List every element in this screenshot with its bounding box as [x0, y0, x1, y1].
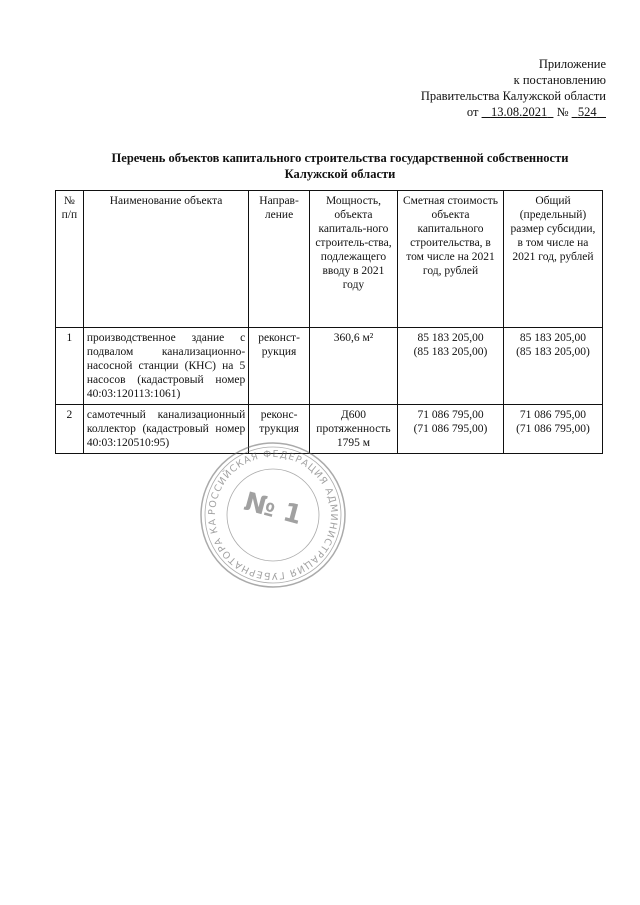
- object-subsidy: [503, 405, 602, 454]
- seal-ring-text: РОССИЙСКАЯ ФЕДЕРАЦИЯ АДМИНИСТРАЦИЯ ГУБЕРНАТОРА КА: [206, 448, 340, 582]
- document-title-line2: Калужской области: [284, 167, 396, 181]
- cost-total: 71 086 795,00: [417, 409, 484, 421]
- number-prefix: №: [556, 105, 569, 119]
- document-title-line1: Перечень объектов капитального строительства государственной собственности: [111, 151, 569, 165]
- subsidy-total: 85 183 205,00: [519, 332, 587, 344]
- appendix-label: Приложение: [538, 57, 606, 71]
- object-name: производственное здание с подвалом канализационно-насосной станции (КНС) на 5 насосов (кадастровый номер 40:03:120113:1061): [83, 328, 248, 405]
- resolution-date: 13.08.2021: [490, 105, 548, 119]
- row-number: 1: [56, 328, 84, 405]
- subsidy-2021: (85 183 205,00): [516, 346, 590, 358]
- objects-table: [55, 190, 603, 454]
- table-header-row: [56, 191, 603, 328]
- object-direction: реконс-трукция: [249, 405, 310, 454]
- appendix-date-line: [366, 104, 606, 120]
- object-direction: реконст-рукция: [249, 328, 310, 405]
- appendix-resolution-label: к постановлению: [513, 73, 606, 87]
- subsidy-2021: (71 086 795,00): [516, 423, 590, 435]
- subsidy-total: 71 086 795,00: [519, 409, 587, 421]
- table-row: [56, 328, 603, 405]
- resolution-number: 524: [577, 105, 597, 119]
- column-header-capacity: Мощность, объекта капиталь-ного строитель-ства, подлежащего вводу в 2021 году: [309, 191, 397, 328]
- column-header-name: Наименование объекта: [83, 191, 248, 328]
- object-estimated-cost: [398, 328, 504, 405]
- object-estimated-cost: [398, 405, 504, 454]
- object-capacity: Д600 протяженность 1795 м: [309, 405, 397, 454]
- column-header-direction: Направ-ление: [249, 191, 310, 328]
- column-header-subsidy: Общий (предельный) размер субсидии, в том числе на 2021 год, рублей: [503, 191, 602, 328]
- appendix-header: [366, 56, 606, 120]
- seal-number: № 1: [240, 486, 306, 532]
- cost-total: 85 183 205,00: [417, 332, 484, 344]
- column-header-estimated-cost: Сметная стоимость объекта капитального строительства, в том числе на 2021 год, рублей: [398, 191, 504, 328]
- column-header-number: № п/п: [56, 191, 84, 328]
- cost-2021: (85 183 205,00): [413, 346, 488, 358]
- object-name: самотечный канализационный коллектор (кадастровый номер 40:03:120510:95): [83, 405, 248, 454]
- document-title: [80, 150, 600, 182]
- date-prefix: от: [466, 105, 479, 119]
- row-number: 2: [56, 405, 84, 454]
- official-seal: [198, 440, 348, 590]
- object-capacity: 360,6 м²: [309, 328, 397, 405]
- object-subsidy: [503, 328, 602, 405]
- cost-2021: (71 086 795,00): [413, 423, 488, 435]
- appendix-government-label: Правительства Калужской области: [420, 89, 606, 103]
